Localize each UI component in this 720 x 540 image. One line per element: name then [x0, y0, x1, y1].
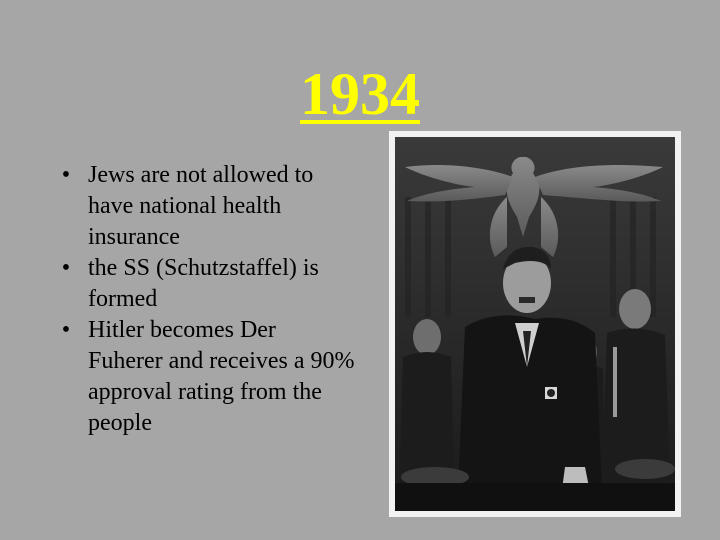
bullet-text: Jews are not allowed to have national health insurance	[88, 162, 314, 250]
slide-title: 1934	[300, 61, 420, 127]
photo-frame	[389, 131, 681, 517]
bullet-item	[56, 253, 356, 315]
bullet-item	[56, 160, 356, 253]
bullet-text: Hitler becomes Der Fuherer and receives a 90% approval rating from the people	[88, 317, 355, 436]
bullet-marker: •	[61, 255, 71, 281]
bullet-marker: •	[61, 162, 71, 188]
bullet-item	[56, 315, 356, 439]
bullet-list	[56, 160, 356, 439]
bullet-marker: •	[61, 317, 71, 343]
historical-photo	[395, 137, 675, 511]
bullet-text: the SS (Schutzstaffel) is formed	[88, 255, 319, 312]
